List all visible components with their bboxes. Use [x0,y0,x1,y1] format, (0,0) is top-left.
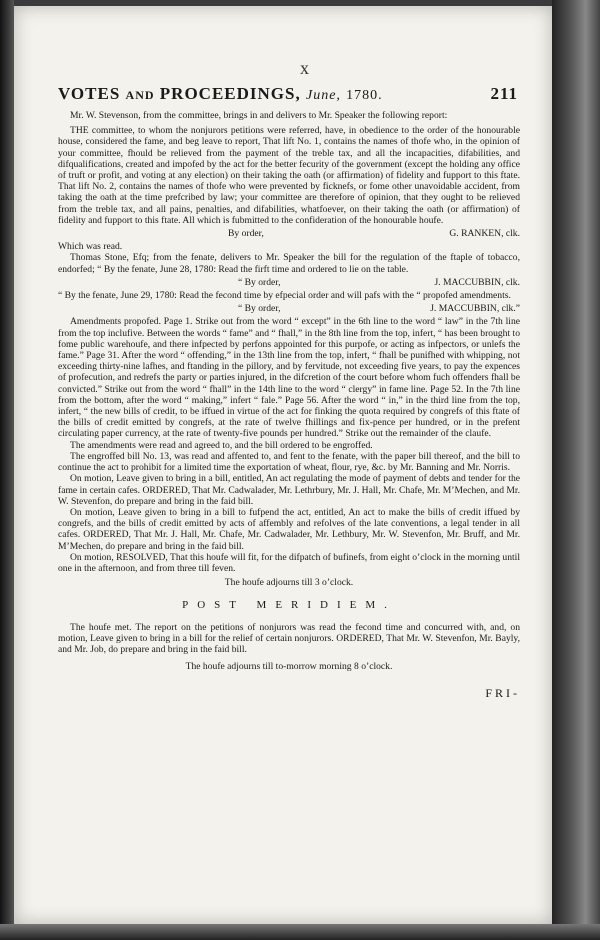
signature-name: J. MACCUBBIN, clk. [434,276,520,288]
book-binding-left [0,0,14,940]
signature-block [58,277,520,288]
title-and: AND [125,88,155,102]
signature-by-order: “ By order, [238,303,281,315]
paragraph: Thomas Stone, Efq; from the fenate, delivers to Mr. Speaker the bill for the regulation of the ftaple of tobacco, endorfed; “ By the fenate, June 28, 1780: Read the firft time and ordered to lie on the table. [58,252,520,275]
paragraph: On motion, Leave given to bring in a bill, entitled, An act regulating the mode of payment of debts and tender for the fame in certain cafes. ORDERED, That Mr. Cadwalader, Mr. Lethrbury, Mr. J. Hall, Mr. Chafe, Mr. M’Mechen, and Mr. W. Stevenfon, do prepare and bring in the faid bill. [58,473,520,507]
paragraph: On motion, Leave given to bring in a bill to fufpend the act, entitled, An act to make the bills of credit iffued by congrefs, and the bills of credit emitted by acts of affembly and refolves of the late conventions, a legal tender in all cafes. ORDERED, That Mr. J. Hall, Mr. Chafe, Mr. Cadwalader, Mr. Lethbury, Mr. W. Stevenfon, Mr. Bruff, and Mr. M’Mechen, do prepare and bring in the faid bill. [58,506,520,552]
signature-block [58,303,520,314]
paragraph: The houfe met. The report on the petitions of nonjurors was read the fecond time and concurred with, and, on motion, Leave given to bring in a bill for the relief of certain nonjurors. ORDERED, That Mr. W. Stevenfon, Mr. Bayly, and Mr. Job, do prepare and bring in the faid bill. [58,621,520,655]
signature-name: J. MACCUBBIN, clk.” [430,303,520,315]
paragraph: “ By the fenate, June 29, 1780: Read the fecond time by efpecial order and will pafs with the “ propofed amendments. [58,290,511,302]
section-heading: POST MERIDIEM. [182,599,396,612]
paragraph: Amendments propofed. Page 1. Strike out from the word “ except” in the 6th line to the word “ law” in the 7th line from the top inclufive. Between the words “ fame” and “ fhall,” in the 8th line from the top, infert, “ has been brought to fome public warehoufe, and there infpected by perfons appointed for this purpofe, or acting as infpectors, or unlefs the fame.” Page 31. After the word “ offending,” in the 13th line from the top, infert, “ fhall be punifhed with whipping, not exceeding thirty-nine lafhes, and ftanding in the pillory, and by fervitude, not exceeding five years, to pay the expences of profecution, and redrefs the party or parties injured, in the difcretion of the court before whom fuch offenders fhall be convicted.” Strike out from the word “ fhall” in the 14th line to the word “ clergy” in fame line. Page 52. In the 7th line from the bottom, after the word “ making,” infert “ fale.” Page 56. After the word “ in,” in the third line from the top, infert, “ the new bills of credit, to be iffued in virtue of the act for finking the quota required by congrefs of this ftate of the bills of credit emitted by congrefs, at the rate of twelve fhillings and fix-pence per hundred, or in the prefent circulating paper currency, at the rate of twenty-five pounds per hundred.” Strike out the remainder of the claufe. [58,316,520,440]
paragraph: Mr. W. Stevenson, from the committee, brings in and delivers to Mr. Speaker the following report: [70,110,448,121]
title-votes: VOTES [58,84,121,103]
report-paragraph: THE committee, to whom the nonjurors petitions were referred, have, in obedience to the order of the honourable house, considered the fame, and beg leave to report, That lift No. 1, contains the names of thofe who, in the opinion of your committee, fhould be relieved from the payment of the treble tax, and all the incapacities, difabilities, and difqualifications, created and impofed by the act for the better fecurity of the government (except the holding any office of truft or profit, and voting at any election) on their taking the oath (or affirmation) of fidelity and fupport to this ftate. That lift No. 2, contains the names of thofe who were prevented by ficknefs, or fome other unavoidable accident, from taking the oath at the time prefcribed by law; your committee are therefore of opinion, that they ought to be relieved from the treble tax, and all pains, penalties, and difabilities, whatfoever, on their taking the oath (or affirmation) of fidelity and fupport to this ftate. All which is fubmitted to the confideration of the honourable houfe. [58,125,520,226]
page-title [58,84,383,104]
handwritten-mark: x [300,58,309,78]
title-proceedings: PROCEEDINGS, [159,84,301,103]
signature-name: G. RANKEN, clk. [449,228,520,240]
paragraph: On motion, RESOLVED, That this houfe will fit, for the difpatch of bufinefs, from eight o’clock in the morning until one in the afternoon, and from three till feven. [58,551,520,574]
signature-by-order: By order, [228,228,264,240]
signature-by-order: “ By order, [238,276,281,288]
document-body [58,110,520,700]
adjournment-note: The houfe adjourns till 3 o’clock. [224,577,354,589]
title-month: June, [305,88,341,103]
page-header [58,84,518,104]
paragraph: The engroffed bill No. 13, was read and affented to, and fent to the fenate, with the paper bill thereof, and the bill to continue the act to prohibit for a limited time the exportation of wheat, flour, rye, &c. by Mr. Banning and Mr. Norris. [58,450,520,474]
book-edge-bottom [0,924,600,940]
paragraph: Which was read. [58,241,123,253]
adjournment-note: The houfe adjourns till to-morrow morning 8 o’clock. [185,661,393,673]
paragraph: The amendments were read and agreed to, and the bill ordered to be engroffed. [70,439,373,451]
title-year: 1780. [346,88,383,103]
page-number: 211 [490,84,518,103]
signature-block [58,228,520,239]
catchword: FRI- [485,686,520,701]
book-edge-right [552,0,600,940]
